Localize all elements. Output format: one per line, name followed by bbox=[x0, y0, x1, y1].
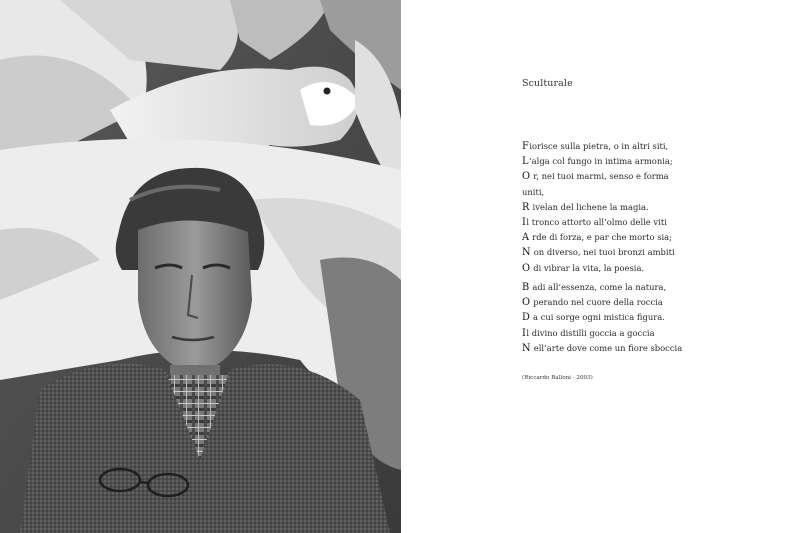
poem-title: Sculturale bbox=[522, 78, 573, 89]
poem-line: N on diverso, nei tuoi bronzi ambiti bbox=[522, 247, 675, 259]
poem-line: O perando nel cuore della roccia bbox=[522, 297, 663, 309]
stanza-1 bbox=[522, 139, 792, 276]
poem-line: A rde di forza, e par che morto sia; bbox=[522, 232, 672, 244]
poem-line: R ivelan del lichene la magia. bbox=[522, 201, 649, 213]
poem-line: D a cui sorge ogni mistica figura. bbox=[522, 312, 665, 324]
poem-line: O r, nei tuoi marmi, senso e forma bbox=[522, 171, 669, 183]
stanza-2 bbox=[522, 280, 792, 356]
poem-signature: (Riccardo Balloni - 2003) bbox=[522, 375, 593, 381]
poem-line: B adi all’essenza, come la natura, bbox=[522, 282, 667, 293]
poem-line: O di vibrar la vita, la poesia. bbox=[522, 262, 645, 274]
poem-page bbox=[401, 0, 800, 533]
poem-line: L’alga col fungo in intima armonia; bbox=[522, 156, 673, 168]
poem-line: N ell’arte dove come un fiore sboccia bbox=[522, 342, 683, 354]
poem-line: Il tronco attorto all’olmo delle viti bbox=[522, 217, 667, 229]
poem-line: Fiorisce sulla pietra, o in altri siti, bbox=[522, 141, 669, 152]
poem-line: Il divino distilli goccia a goccia bbox=[522, 327, 655, 339]
poem-line: uniti, bbox=[522, 186, 545, 197]
